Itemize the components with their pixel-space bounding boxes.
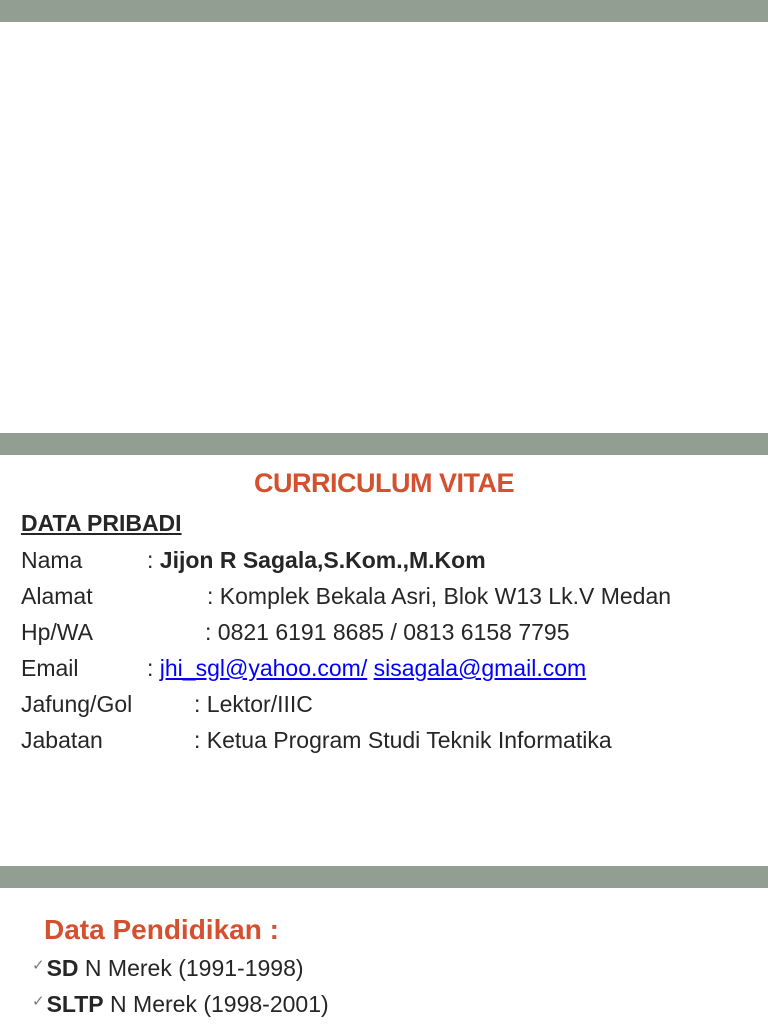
education-title: Data Pendidikan : <box>44 914 279 945</box>
field-email-label: Email <box>21 655 79 681</box>
blank-slide <box>0 22 768 433</box>
education-detail: N Merek (1991-1998) <box>78 955 304 981</box>
field-hp-label: Hp/WA <box>21 619 93 645</box>
top-band <box>0 0 768 22</box>
education-item <box>32 952 304 982</box>
field-nama-sep: : <box>147 547 160 573</box>
field-email-sep: : <box>147 655 160 681</box>
field-nama-value: Jijon R Sagala,S.Kom.,M.Kom <box>159 547 486 573</box>
field-jafung-label: Jafung/Gol <box>21 691 133 717</box>
field-email-value-wrap <box>147 654 586 682</box>
field-jabatan-label: Jabatan <box>21 727 103 753</box>
field-nama-label: Nama <box>21 547 83 573</box>
education-detail: N Merek (1998-2001) <box>103 991 329 1017</box>
slide-divider-band <box>0 433 768 455</box>
email-link-yahoo[interactable]: jhi_sgl@yahoo.com/ <box>159 655 368 681</box>
education-item <box>32 988 329 1018</box>
education-level: SD <box>46 955 79 981</box>
field-nama-value-wrap <box>147 546 486 574</box>
section-heading-data-pribadi: DATA PRIBADI <box>21 510 182 536</box>
field-hp-value: : 0821 6191 8685 / 0813 6158 7795 <box>205 619 570 645</box>
field-jafung-value: : Lektor/IIIC <box>194 691 313 717</box>
checkmark-icon: ✓ <box>32 993 45 1010</box>
email-link-gmail[interactable]: sisagala@gmail.com <box>373 655 587 681</box>
field-jabatan-value: : Ketua Program Studi Teknik Informatika <box>194 727 612 753</box>
checkmark-icon: ✓ <box>32 957 45 974</box>
slide-divider-band-2 <box>0 866 768 888</box>
field-alamat-value: : Komplek Bekala Asri, Blok W13 Lk.V Medan <box>207 583 672 609</box>
field-alamat-label: Alamat <box>21 583 93 609</box>
education-level: SLTP <box>46 991 104 1017</box>
cv-title: CURRICULUM VITAE <box>254 468 514 498</box>
